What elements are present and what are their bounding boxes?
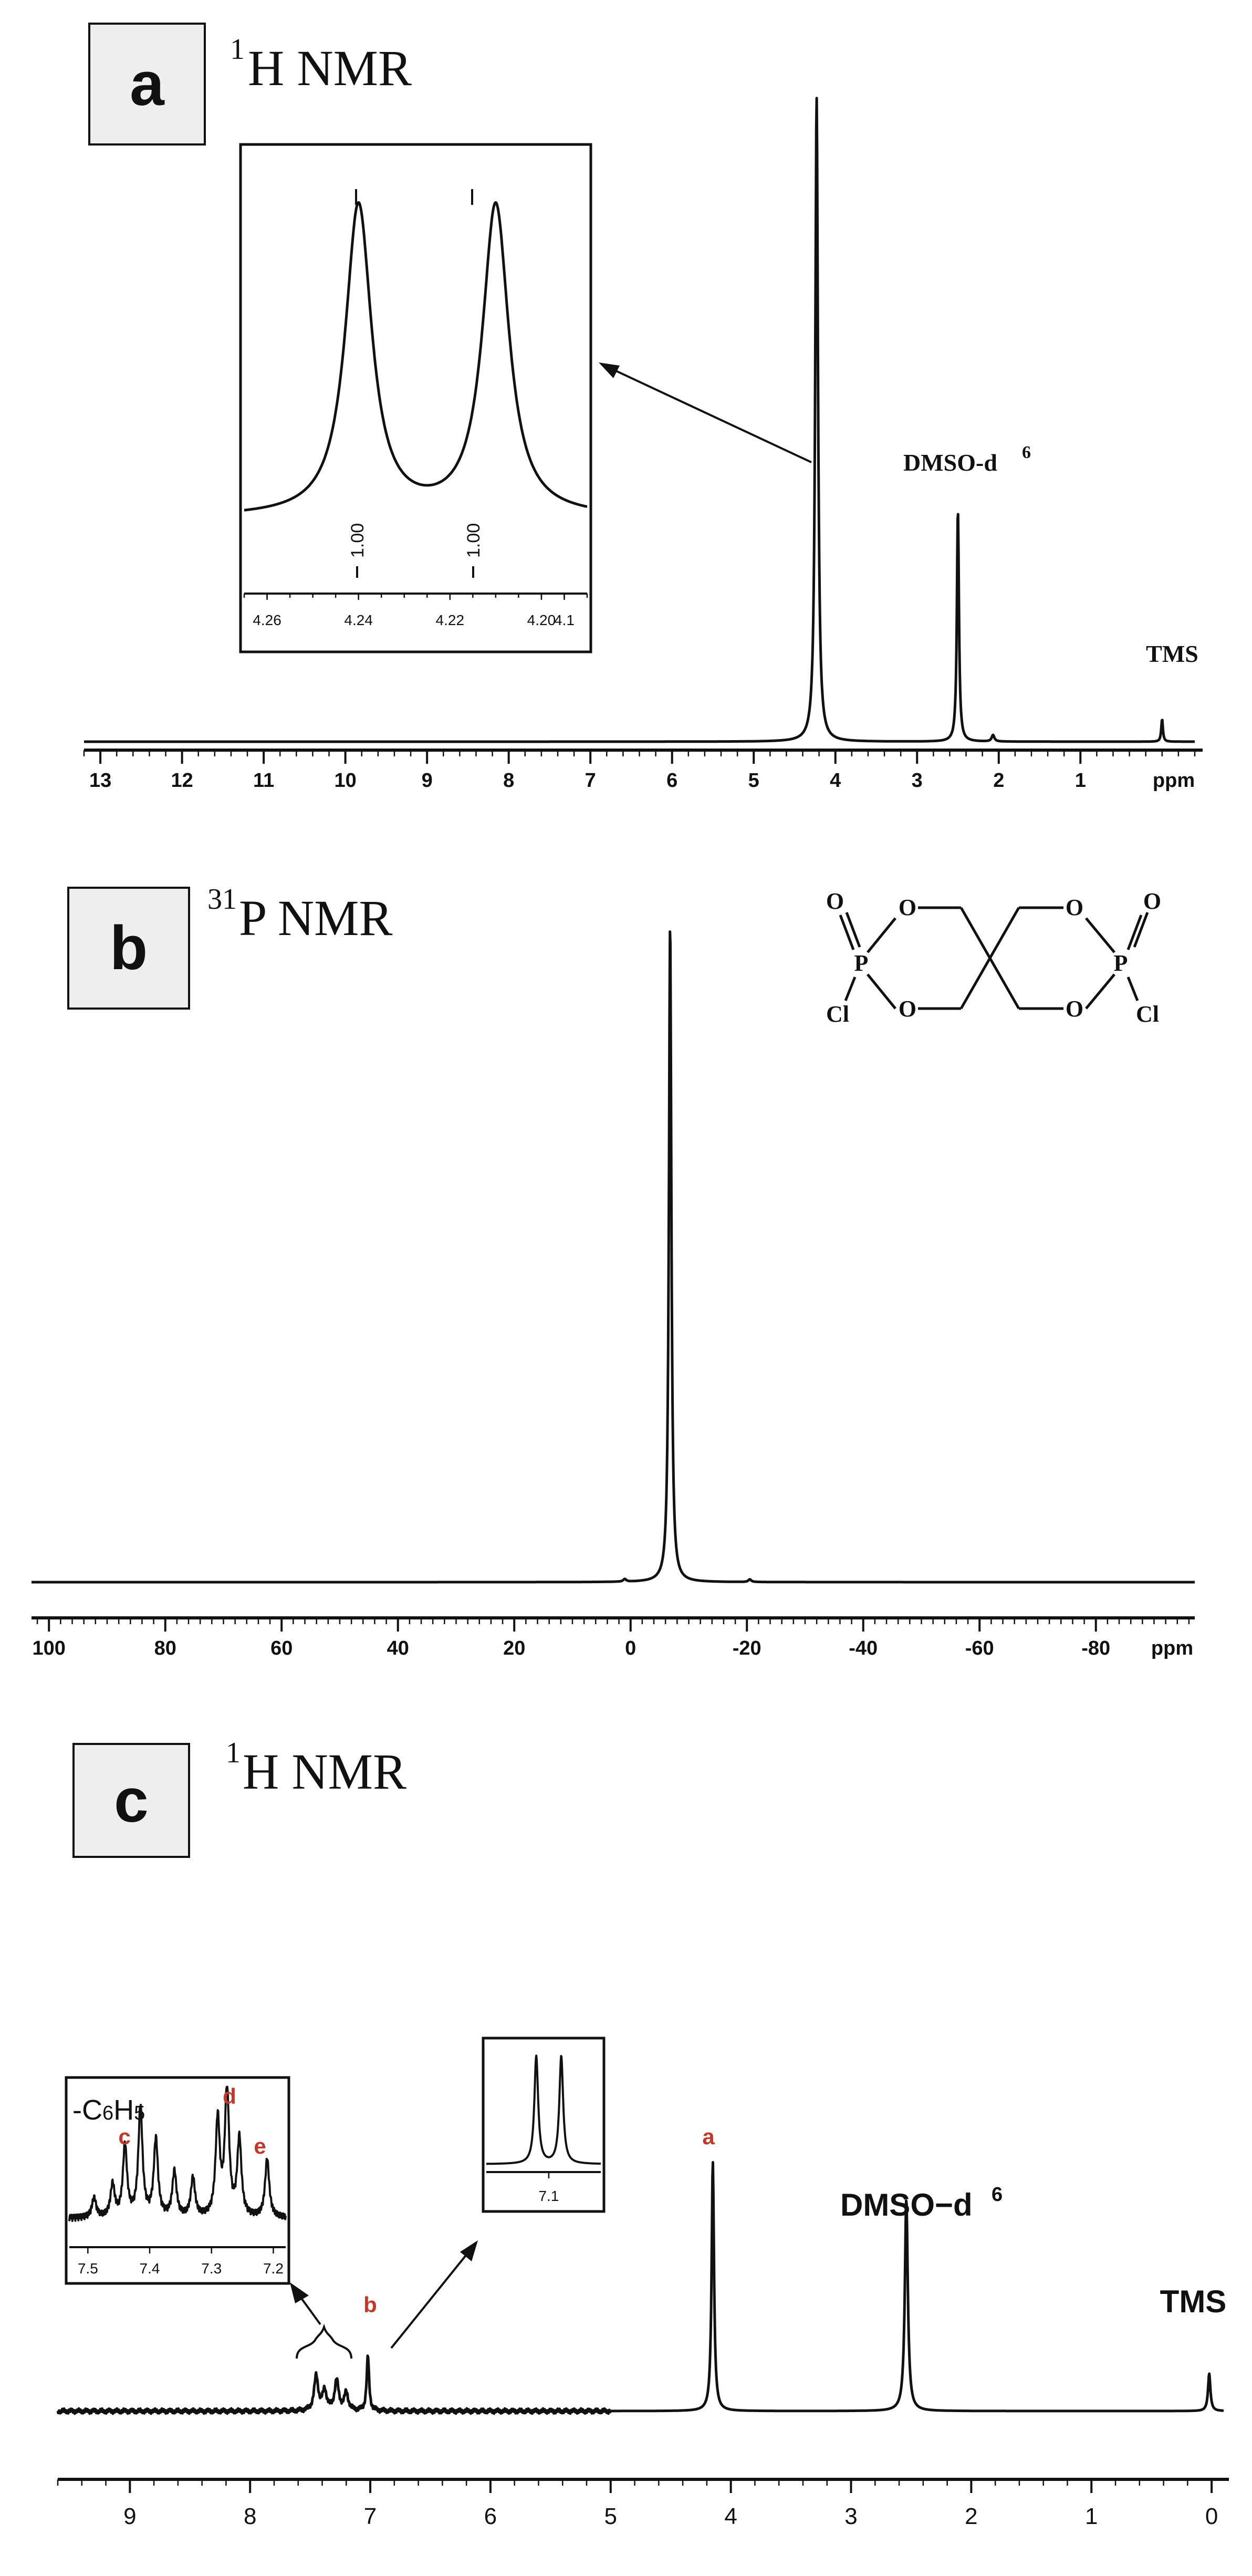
tick-label: 8 [243,2504,257,2529]
panel-a [84,24,1203,792]
panel-b [32,883,1195,1659]
tick-label: 2 [993,770,1005,792]
tick-label: 40 [387,1637,409,1659]
tick-label: -20 [732,1637,761,1659]
struct-atom-o5: O [898,996,917,1022]
panel-c-title [226,1737,406,1800]
panel-c-inset-label-d: d [223,2084,236,2108]
inset-tick-label: 7.5 [77,2260,98,2277]
struct-atom-o3: O [1065,895,1084,920]
tick-label: -40 [849,1637,878,1659]
struct-atom-o4: O [1143,888,1162,914]
panel-a-title [230,33,412,96]
inset-tick-label: 7.4 [139,2260,160,2277]
panel-a-zoom-arrow [609,368,811,462]
panel-a-letter: a [130,49,164,119]
inset-tick-label: 7.2 [263,2260,284,2277]
tick-label: 1 [1085,2504,1098,2529]
panel-b-ticks [33,1618,1189,1659]
tick-label: 7 [585,770,596,792]
tick-label: 6 [666,770,678,792]
panel-b-letter: b [109,913,148,983]
panel-c [58,1737,1229,2529]
tick-label: 5 [604,2504,618,2529]
panel-c-title-main: H NMR [243,1743,407,1800]
panel-a-integral-1: 1.00 [348,523,368,558]
tick-label: 2 [965,2504,978,2529]
tick-label: 8 [503,770,515,792]
tick-label: 3 [911,770,923,792]
panel-c-tms-label: TMS [1160,2284,1227,2319]
panel-b-title-main: P NMR [239,890,393,946]
panel-c-dmso-sup: 6 [992,2184,1003,2206]
tick-label: 6 [484,2504,497,2529]
panel-b-title [207,883,393,946]
tick-label: 9 [123,2504,137,2529]
tick-label: 60 [270,1637,293,1659]
panel-c-inset-label-e: e [254,2134,266,2158]
panel-b-axis-unit: ppm [1151,1637,1194,1659]
tick-label: 100 [32,1637,66,1659]
chemical-structure [826,888,1161,1027]
tick-label: 80 [154,1637,176,1659]
tick-label: 10 [334,770,357,792]
tick-label: 0 [625,1637,637,1659]
inset-tick-label: 7.3 [201,2260,222,2277]
panel-a-title-sup: 1 [230,33,245,66]
tick-label: 4 [830,770,841,792]
panel-a-integral-2: 1.00 [464,523,484,558]
tick-label: 0 [1205,2504,1218,2529]
tick-label: 12 [171,770,193,792]
struct-atom-o2: O [898,895,917,920]
struct-atom-p2: P [1113,950,1128,976]
tick-label: 20 [503,1637,526,1659]
struct-atom-cl1: Cl [826,1001,849,1027]
panel-c-inset-label-c: c [118,2124,131,2149]
panel-c-b-arrow [391,2253,467,2348]
tick-label: 5 [748,770,759,792]
tick-label: 9 [421,770,433,792]
tick-label: 4 [724,2504,737,2529]
inset-tick-label: 4.20 [527,612,556,628]
inset-tick-label: 4.26 [253,612,281,628]
tick-label: -80 [1081,1637,1111,1659]
panel-c-b-inset-frame [483,2038,604,2211]
panel-c-peak-label-a: a [702,2124,715,2149]
panel-a-ticks [84,750,1195,792]
tick-label: 1 [1074,770,1086,792]
inset-tick-label: 4.24 [344,612,373,628]
panel-c-dmso-label [840,2184,1003,2222]
panel-c-aromatic-arrowhead [290,2282,309,2303]
c6h5-5: 5 [134,2102,145,2124]
panel-c-peak-label-b: b [363,2292,377,2317]
struct-atom-cl2: Cl [1136,1001,1159,1027]
panel-b-spectrum [32,932,1195,1582]
panel-a-title-main: H NMR [248,40,412,96]
panel-c-title-sup: 1 [226,1737,241,1769]
panel-c-dmso-text: DMSO−d [840,2187,973,2222]
panel-c-aromatic-arrow [299,2295,320,2324]
tick-label: -60 [965,1637,994,1659]
panel-a-dmso-text: DMSO-d [903,449,997,476]
struct-atom-p1: P [854,950,869,976]
inset-tick-label: 4.1 [554,612,575,628]
panel-a-axis-unit: ppm [1152,770,1195,792]
tick-label: 7 [363,2504,377,2529]
tick-label: 13 [89,770,112,792]
panel-a-dmso-label [903,443,1031,476]
tick-label: 3 [844,2504,858,2529]
c6h5-h: H [113,2094,134,2126]
panel-c-aromatic-brace [297,2327,351,2359]
inset-tick-label: 7.1 [538,2188,559,2204]
panel-a-dmso-sup: 6 [1022,443,1031,462]
panel-a-zoom-arrowhead [599,362,620,378]
panel-a-tms-label: TMS [1146,640,1198,667]
struct-atom-o1: O [826,888,844,914]
panel-c-ticks [58,2479,1218,2529]
c6h5-6: 6 [102,2102,114,2124]
panel-c-letter: c [114,1766,149,1835]
struct-atom-o6: O [1065,996,1084,1022]
c6h5-c: -C [72,2094,102,2126]
inset-tick-label: 4.22 [435,612,465,628]
panel-a-inset-frame [241,144,591,652]
tick-label: 11 [253,770,275,792]
panel-b-title-sup: 31 [207,883,237,916]
